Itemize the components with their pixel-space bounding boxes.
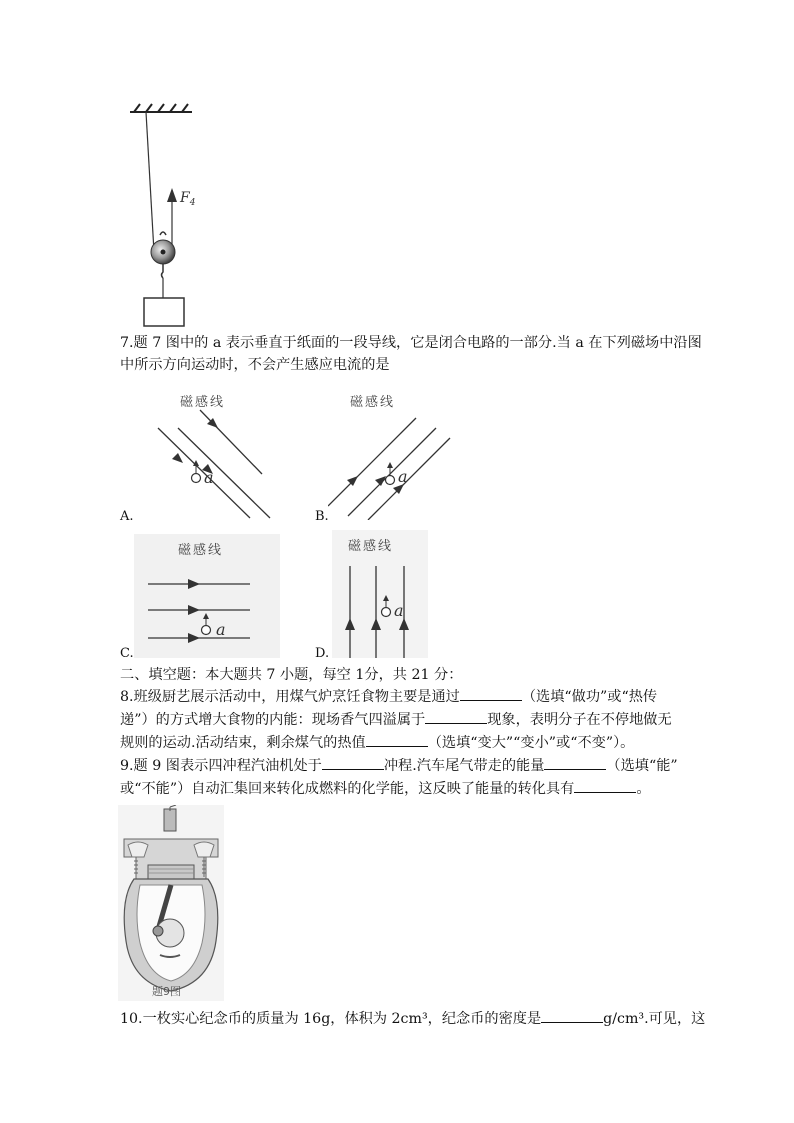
svg-text:磁感线: 磁感线 <box>178 543 224 558</box>
force-label: $F_4$ <box>180 190 196 208</box>
svg-text:磁感线: 磁感线 <box>180 395 226 410</box>
pulley-figure <box>120 100 230 330</box>
q7-text-line1: 7.题 7 图中的 a 表示垂直于纸面的一段导线，它是闭合电路的一部分.当 a 在下列磁场中沿图 <box>120 335 702 351</box>
q8-blank-3[interactable] <box>366 732 428 747</box>
q8-line3: 规则的运动.活动结束，剩余煤气的热值 （选填“变大”“变小”或“不变”）。 <box>120 732 634 754</box>
svg-text:a: a <box>204 468 214 487</box>
q9-line1: 9.题 9 图表示四冲程汽油机处于 冲程.汽车尾气带走的能量 （选填“能” <box>120 755 678 777</box>
q8-blank-2[interactable] <box>425 709 487 724</box>
section2-heading: 二、填空题：本大题共 7 小题，每空 1分，共 21 分： <box>120 667 463 683</box>
q10-blank-1[interactable] <box>541 1008 603 1023</box>
weight-block <box>144 298 184 326</box>
option-c-label: C. <box>120 646 134 661</box>
q10-line1: 10.一枚实心纪念币的质量为 16g，体积为 2cm³，纪念币的密度是 g/cm³.可见，这 <box>120 1008 705 1030</box>
q8-blank-1[interactable] <box>460 686 522 701</box>
q8-line1: 8.班级厨艺展示活动中，用煤气炉烹饪食物主要是通过 （选填“做功”或“热传 <box>120 686 657 708</box>
q9-blank-2[interactable] <box>544 755 606 770</box>
q9-line2: 或“不能”）自动汇集回来转化成燃料的化学能，这反映了能量的转化具有 。 <box>120 778 651 800</box>
svg-text:a: a <box>394 601 404 620</box>
svg-text:a: a <box>216 620 226 639</box>
figure-option-c <box>134 534 280 658</box>
rope-left <box>146 112 154 252</box>
figure-option-a <box>150 388 280 520</box>
svg-text:磁感线: 磁感线 <box>350 395 396 410</box>
engine-caption: 题9图 <box>152 985 181 998</box>
svg-text:a: a <box>398 467 408 486</box>
option-b-label: B. <box>315 509 329 524</box>
option-d-label: D. <box>315 646 330 661</box>
q9-blank-1[interactable] <box>322 755 384 770</box>
q9-blank-3[interactable] <box>574 778 636 793</box>
option-a-label: A. <box>120 509 134 524</box>
q7-text-line2: 中所示方向运动时，不会产生感应电流的是 <box>120 357 390 373</box>
ceiling-support <box>130 104 192 112</box>
engine-figure <box>118 805 224 1001</box>
q8-line2: 递”）的方式增大食物的内能：现场香气四溢属于 现象，表明分子在不停地做无 <box>120 709 672 731</box>
svg-text:磁感线: 磁感线 <box>348 539 394 554</box>
figure-option-b <box>328 388 458 520</box>
force-arrow-head <box>167 188 177 202</box>
figure-option-d <box>332 530 428 658</box>
